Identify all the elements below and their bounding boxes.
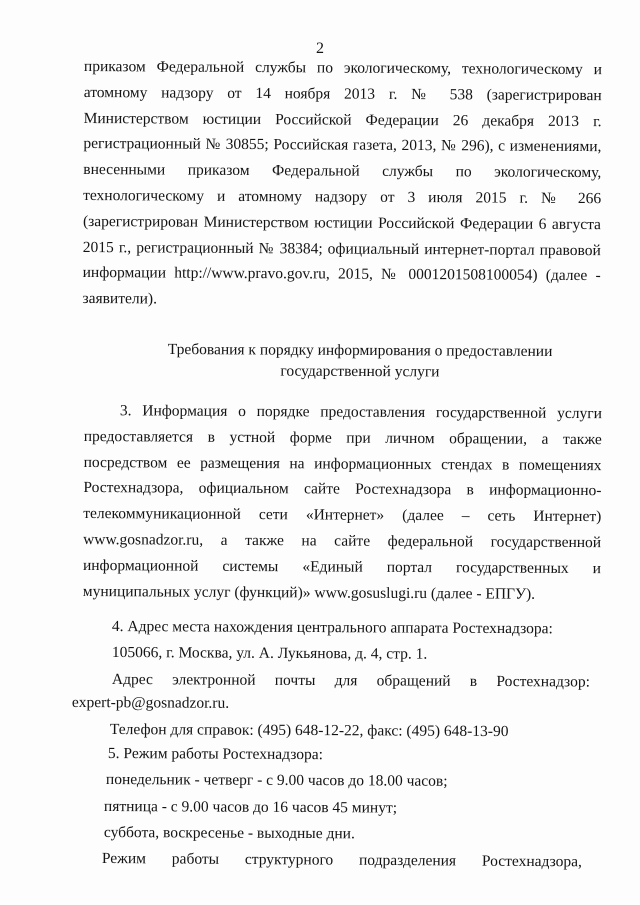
schedule-weekdays: понедельник - четверг - с 9.00 часов до 18.00 часов;: [105, 770, 448, 790]
paragraph-applicants: приказом Федеральной службы по экологическому, технологическому и атомному надзору от 14 ноября 2013 г. № 538 (зарегистрирован Министерством юстиции Российской Федерации 26 декабря 2013 г. регистрационный № 30855; Российская газета, 2013, № 296), с изменениями, внесенными приказом Федеральной службы по экологическому, технологическому и атомному надзору от 3 июля 2015 г. № 266 (зарегистрирован Министерством юстиции Российской Федерации 6 августа 2015 г., регистрационный № 38384; официальный интернет-портал правовой информации http://www.pravo.gov.ru, 2015, № 0001201508100054) (далее - заявители).: [82, 57, 602, 308]
paragraph-schedule-title: 5. Режим работы Ростехнадзора:: [107, 744, 324, 764]
section-heading: [150, 339, 570, 383]
email-label: Адрес электронной почты для обращений в Ростехнадзор:: [111, 670, 590, 691]
address-text: 105066, г. Москва, ул. А. Лукьянова, д. 4, стр. 1.: [111, 643, 428, 663]
paragraph-division-schedule: Режим работы структурного подразделения Ростехнадзора,: [101, 849, 582, 871]
email-address: expert-pb@gosnadzor.ru.: [71, 693, 230, 712]
page-number: 2: [316, 40, 324, 57]
paragraph-information: 3. Информация о порядке предоставления государственной услуги предоставляется в устной форме при личном обращении, а также посредством ее размещения на информационных стендах в помещениях Ростехнадзора, официальном сайте Ростехнадзора в информационно-телекоммуникационной сети «Интернет» (далее – сеть Интернет) www.gosnadzor.ru, а также на сайте федеральной государственной информационной системы «Единый портал государственных и муниципальных услуг (функций)» www.gosuslugi.ru (далее - ЕПГУ).: [82, 402, 602, 603]
section-heading-line-2: государственной услуги: [280, 362, 440, 381]
paragraph-address-title: 4. Адрес места нахождения центрального аппарата Ростехнадзора:: [111, 617, 553, 638]
phone-text: Телефон для справок: (495) 648-12-22, факс: (495) 648-13-90: [109, 720, 509, 741]
section-heading-line-1: Требования к порядку информирования о предоставлении: [167, 340, 553, 361]
schedule-friday: пятница - с 9.00 часов до 16 часов 45 минут;: [103, 797, 398, 817]
schedule-weekend: суббота, воскресенье - выходные дни.: [103, 823, 355, 843]
